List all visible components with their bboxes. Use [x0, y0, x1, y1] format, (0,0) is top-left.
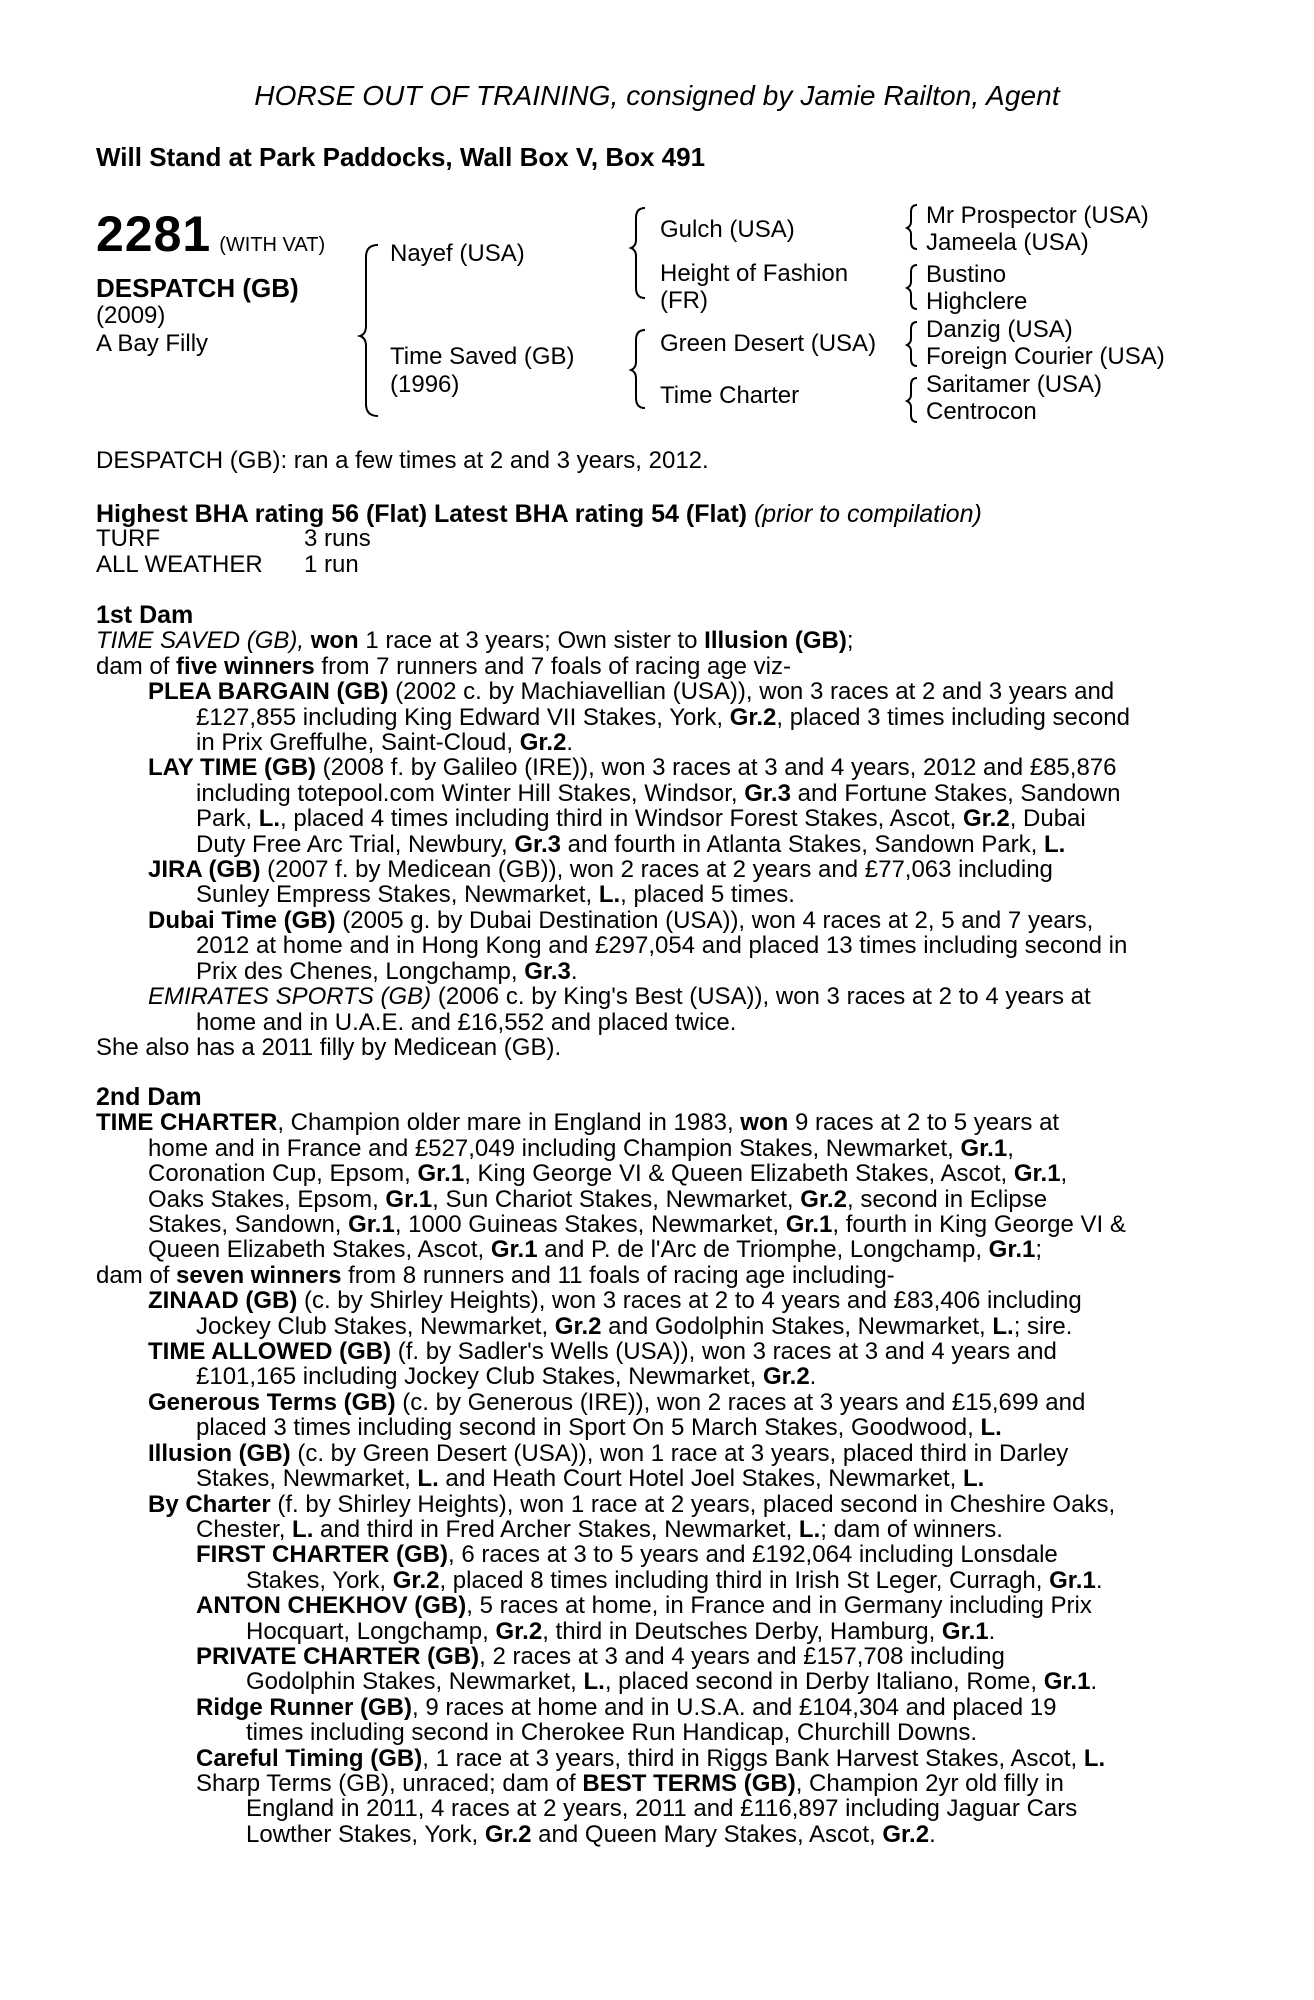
second-dam-heading: 2nd Dam — [96, 1083, 202, 1111]
brace-sire — [631, 208, 645, 298]
pedigree-sire-dam-country: (FR) — [660, 287, 708, 314]
progeny-ridge-runner-2: times including second in Cherokee Run Handicap, Churchill Downs. — [246, 1719, 978, 1747]
progeny-sharp-terms-3: Lowther Stakes, York, Gr.2 and Queen Mary Stakes, Ascot, Gr.2. — [246, 1820, 936, 1848]
vat-label: (WITH VAT) — [219, 234, 326, 256]
pedigree-g5: Danzig (USA) — [926, 316, 1073, 343]
progeny-plea-bargain-2: £127,855 including King Edward VII Stakes, York, Gr.2, placed 3 times including second — [196, 703, 1130, 731]
brace-g4 — [907, 378, 917, 422]
turf-value: 3 runs — [304, 525, 371, 552]
progeny-emirates-sports-2: home and in U.A.E. and £16,552 and placed twice. — [196, 1008, 737, 1036]
progeny-jira-2: Sunley Empress Stakes, Newmarket, L., placed 5 times. — [196, 881, 795, 909]
brace-main — [360, 245, 378, 416]
progeny-sharp-terms: Sharp Terms (GB), unraced; dam of BEST TERMS (GB), Champion 2yr old filly in — [196, 1769, 1064, 1797]
progeny-ridge-runner: Ridge Runner (GB), 9 races at home and in U.S.A. and £104,304 and placed 19 — [196, 1693, 1057, 1721]
first-dam-line: TIME SAVED (GB), won 1 race at 3 years; Own sister to Illusion (GB); — [96, 627, 854, 655]
race-summary: DESPATCH (GB): ran a few times at 2 and 3 years, 2012. — [96, 447, 709, 474]
pedigree-g2: Jameela (USA) — [926, 229, 1089, 256]
progeny-dubai-time-3: Prix des Chenes, Longchamp, Gr.3. — [196, 957, 578, 985]
pedigree-sire-dam: Height of Fashion — [660, 260, 849, 287]
brace-dam — [631, 330, 645, 408]
time-charter-5: Stakes, Sandown, Gr.1, 1000 Guineas Stakes, Newmarket, Gr.1, fourth in King George VI & — [148, 1211, 1126, 1239]
pedigree-g4: Highclere — [926, 288, 1028, 315]
progeny-by-charter: By Charter (f. by Shirley Heights), won 1 race at 2 years, placed second in Cheshire Oaks, — [148, 1490, 1116, 1518]
progeny-jira: JIRA (GB) (2007 f. by Medicean (GB)), won 2 races at 2 years and £77,063 including — [148, 856, 1053, 884]
first-dam-also: She also has a 2011 filly by Medicean (GB). — [96, 1033, 562, 1061]
lot-number: 2281 — [96, 206, 212, 262]
progeny-first-charter-2: Stakes, York, Gr.2, placed 8 times including third in Irish St Leger, Curragh, Gr.1. — [246, 1566, 1103, 1594]
horse-year: (2009) — [96, 302, 166, 329]
progeny-lay-time-3: Park, L., placed 4 times including third in Windsor Forest Stakes, Ascot, Gr.2, Dubai — [196, 805, 1086, 833]
progeny-dubai-time: Dubai Time (GB) (2005 g. by Dubai Destination (USA)), won 4 races at 2, 5 and 7 years, — [148, 906, 1094, 934]
progeny-dubai-time-2: 2012 at home and in Hong Kong and £297,054 and placed 13 times including second in — [196, 932, 1128, 960]
progeny-anton-chekhov-2: Hocquart, Longchamp, Gr.2, third in Deutsches Derby, Hamburg, Gr.1. — [246, 1617, 996, 1645]
progeny-careful-timing: Careful Timing (GB), 1 race at 3 years, third in Riggs Bank Harvest Stakes, Ascot, L. — [196, 1744, 1106, 1772]
brace-g3 — [907, 322, 917, 366]
progeny-illusion: Illusion (GB) (c. by Green Desert (USA)), won 1 race at 3 years, placed third in Darley — [148, 1439, 1069, 1467]
rating-note: (prior to compilation) — [753, 500, 982, 528]
rating-text: Highest BHA rating 56 (Flat) Latest BHA rating 54 (Flat) — [96, 500, 747, 528]
time-charter-4: Oaks Stakes, Epsom, Gr.1, Sun Chariot Stakes, Newmarket, Gr.2, second in Eclipse — [148, 1185, 1048, 1213]
progeny-zinaad-2: Jockey Club Stakes, Newmarket, Gr.2 and Godolphin Stakes, Newmarket, L.; sire. — [196, 1312, 1073, 1340]
progeny-time-allowed-2: £101,165 including Jockey Club Stakes, Newmarket, Gr.2. — [196, 1363, 817, 1391]
horse-description: A Bay Filly — [96, 330, 209, 357]
progeny-generous-terms-2: placed 3 times including second in Sport On 5 March Stakes, Goodwood, L. — [196, 1414, 1002, 1442]
page-title: HORSE OUT OF TRAINING, consigned by Jamie Railton, Agent — [254, 80, 1060, 111]
brace-g1 — [907, 205, 917, 249]
progeny-private-charter: PRIVATE CHARTER (GB), 2 races at 3 and 4 years and £157,708 including — [196, 1642, 1005, 1670]
progeny-time-allowed: TIME ALLOWED (GB) (f. by Sadler's Wells (USA)), won 3 races at 3 and 4 years and — [148, 1338, 1057, 1366]
progeny-plea-bargain-3: in Prix Greffulhe, Saint-Cloud, Gr.2. — [196, 729, 574, 757]
first-dam-section — [96, 603, 1202, 1060]
pedigree-dam-sire: Green Desert (USA) — [660, 330, 877, 357]
aw-label: ALL WEATHER — [96, 551, 263, 578]
progeny-lay-time: LAY TIME (GB) (2008 f. by Galileo (IRE)), won 3 races at 3 and 4 years, 2012 and £85,876 — [148, 754, 1117, 782]
pedigree-g6: Foreign Courier (USA) — [926, 343, 1165, 370]
turf-label: TURF — [96, 525, 160, 552]
second-dam-produce-line: dam of seven winners from 8 runners and 11 foals of racing age including- — [96, 1261, 895, 1289]
second-dam-section — [96, 1085, 1202, 1847]
progeny-first-charter: FIRST CHARTER (GB), 6 races at 3 to 5 years and £192,064 including Lonsdale — [196, 1541, 1058, 1569]
pedigree-g8: Centrocon — [926, 398, 1037, 425]
pedigree-g7: Saritamer (USA) — [926, 371, 1103, 398]
brace-g2 — [907, 265, 917, 309]
turf-runs — [96, 525, 371, 553]
pedigree-sire-sire: Gulch (USA) — [660, 216, 795, 243]
progeny-by-charter-2: Chester, L. and third in Fred Archer Stakes, Newmarket, L.; dam of winners. — [196, 1515, 1003, 1543]
progeny-lay-time-2: including totepool.com Winter Hill Stakes, Windsor, Gr.3 and Fortune Stakes, Sandown — [196, 779, 1121, 807]
time-charter-3: Coronation Cup, Epsom, Gr.1, King George VI & Queen Elizabeth Stakes, Ascot, Gr.1, — [148, 1160, 1068, 1188]
pedigree-dam-year: (1996) — [390, 371, 460, 398]
pedigree-dam: Time Saved (GB) — [390, 343, 575, 370]
progeny-emirates-sports: EMIRATES SPORTS (GB) (2006 c. by King's Best (USA)), won 3 races at 2 to 4 years at — [148, 983, 1091, 1011]
first-dam-heading: 1st Dam — [96, 601, 194, 629]
first-dam-produce-line: dam of five winners from 7 runners and 7 foals of racing age viz- — [96, 652, 792, 680]
pedigree-dam-dam: Time Charter — [660, 382, 800, 409]
progeny-plea-bargain: PLEA BARGAIN (GB) (2002 c. by Machiavellian (USA)), won 3 races at 2 and 3 years and — [148, 678, 1115, 706]
pedigree-sire: Nayef (USA) — [390, 240, 525, 267]
pedigree-g1: Mr Prospector (USA) — [926, 202, 1149, 229]
horse-name: DESPATCH (GB) — [96, 273, 299, 303]
time-charter-6: Queen Elizabeth Stakes, Ascot, Gr.1 and P. de l'Arc de Triomphe, Longchamp, Gr.1; — [148, 1236, 1043, 1264]
all-weather-runs — [96, 551, 359, 579]
time-charter-1: TIME CHARTER, Champion older mare in England in 1983, won 9 races at 2 to 5 years at — [96, 1109, 1060, 1137]
progeny-illusion-2: Stakes, Newmarket, L. and Heath Court Hotel Joel Stakes, Newmarket, L. — [196, 1465, 985, 1493]
progeny-generous-terms: Generous Terms (GB) (c. by Generous (IRE)), won 2 races at 3 years and £15,699 and — [148, 1388, 1086, 1416]
time-charter-2: home and in France and £527,049 including Champion Stakes, Newmarket, Gr.1, — [148, 1134, 1014, 1162]
progeny-lay-time-4: Duty Free Arc Trial, Newbury, Gr.3 and fourth in Atlanta Stakes, Sandown Park, L. — [196, 830, 1066, 858]
progeny-zinaad: ZINAAD (GB) (c. by Shirley Heights), won 3 races at 2 to 4 years and £83,406 including — [148, 1287, 1082, 1315]
aw-value: 1 run — [304, 551, 359, 578]
progeny-private-charter-2: Godolphin Stakes, Newmarket, L., placed second in Derby Italiano, Rome, Gr.1. — [246, 1668, 1098, 1696]
progeny-anton-chekhov: ANTON CHEKHOV (GB), 5 races at home, in France and in Germany including Prix — [196, 1592, 1092, 1620]
progeny-sharp-terms-2: England in 2011, 4 races at 2 years, 2011 and £116,897 including Jaguar Cars — [246, 1795, 1078, 1823]
stand-location: Will Stand at Park Paddocks, Wall Box V, Box 491 — [96, 142, 706, 172]
pedigree-g3: Bustino — [926, 261, 1007, 288]
